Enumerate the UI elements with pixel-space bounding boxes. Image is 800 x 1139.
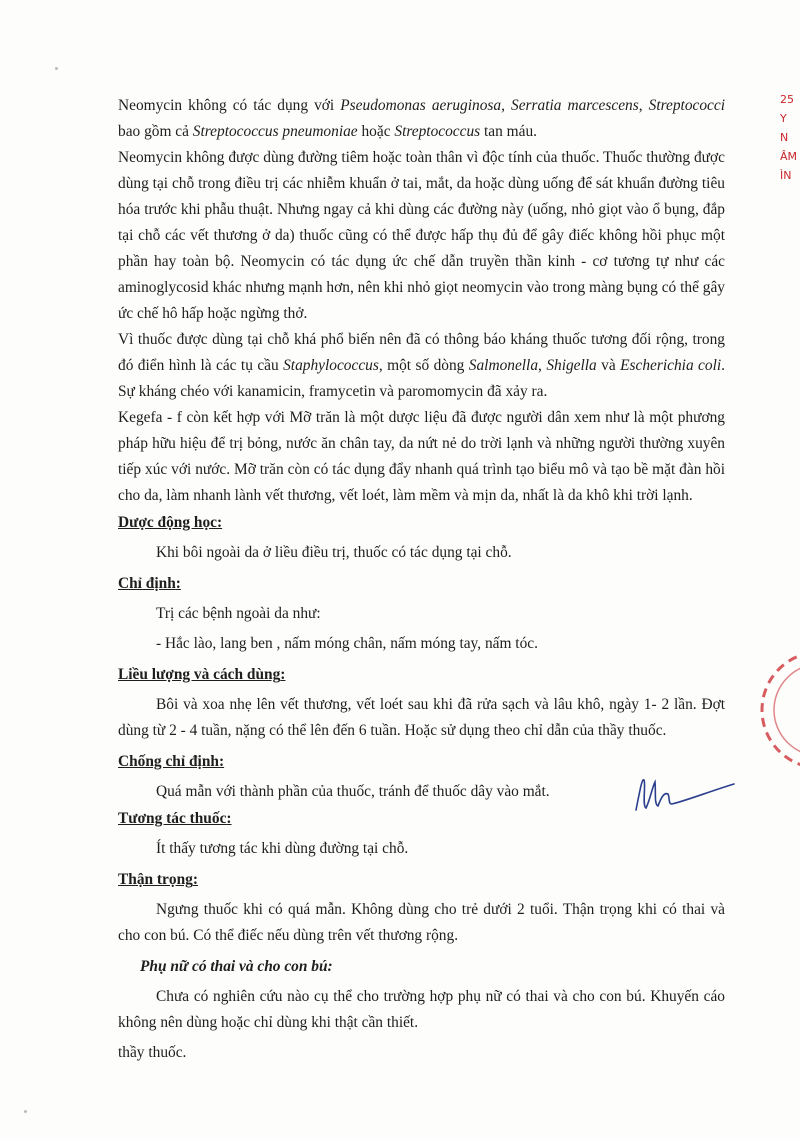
trailing-text: thầy thuốc. [118,1044,187,1061]
stamp-text-5: ÌN [780,169,792,182]
text-run: Vì thuốc được dùng tại chỗ khá phổ biến nên đã có thông báo kháng thuốc tương đối rộng, trong đó điển hình là các tụ cầu [118,331,725,374]
italic-organism: Escherichia coli [620,357,722,374]
heading-label: Thận trọng [118,871,193,888]
heading-label: Chỉ định [118,575,176,592]
scan-speck [55,67,58,70]
heading-colon: : [192,871,198,888]
italic-organism: Streptococci [648,97,725,114]
stamp-text-1: 25 [780,93,794,106]
italic-organism: Staphylococcus [283,357,379,374]
text-run: . Sự kháng chéo với kanamicin, framycetin và paromomycin đã xảy ra. [118,357,725,400]
italic-organism: Serratia marcescens [511,97,639,114]
stamp-text-4: ÂM [780,150,798,163]
heading-colon: : [226,810,232,827]
heading-label: Liều lượng và cách dùng [118,666,281,683]
red-seal-icon [750,640,800,780]
red-stamp-edge [780,90,800,230]
heading-colon: : [218,753,225,770]
indications-list: - Hắc lào, lang ben , nấm móng chân, nấm móng tay, nấm tóc. [156,635,538,652]
text-run: hoặc [357,123,395,140]
paragraph-resistance [118,327,725,405]
stamp-text-3: N [780,131,789,144]
interactions-text: Ít thấy tương tác khi dùng đường tại chỗ. [156,840,409,857]
italic-organism: Streptococcus [394,123,481,140]
heading-label: Dược động học [118,514,217,531]
precautions-text: Ngưng thuốc khi có quá mẫn. Không dùng cho trẻ dưới 2 tuổi. Thận trọng khi có thai và cho con bú. Có thể điếc nếu dùng trên vết thương rộng. [118,901,725,944]
stamp-text-2: Y [780,112,787,125]
heading-precautions [118,866,725,893]
italic-organism: Streptococcus pneumoniae [192,123,358,140]
dosage-text: Bôi và xoa nhẹ lên vết thương, vết loét sau khi đã rửa sạch và lâu khô, ngày 1- 2 lần. Đợt dùng từ 2 - 4 tuần, nặng có thể lên đến 6 tuần. Hoặc sử dụng theo chỉ dẫn của thầy thuốc. [118,696,725,739]
text-run: tan máu. [480,123,537,140]
italic-organism: Pseudomonas aeruginosa [340,97,502,114]
text-run: , [638,97,649,114]
heading-colon: : [175,575,181,592]
heading-dosage [118,661,725,688]
paragraph-python-fat: Kegefa - f còn kết hợp với Mỡ trăn là một dược liệu đã được người dân xem như là một phương pháp hữu hiệu để trị bỏng, nước ăn chân tay, da nứt nẻ do trời lạnh và những người thường xuyên tiếp xúc với nước. Mỡ trăn còn có tác dụng đẩy nhanh quá trình tạo biểu mô và tạo bề mặt đàn hồi cho da, làm nhanh lành vết thương, vết loét, làm mềm và mịn da, nhất là da khô khi trời lạnh. [118,409,725,504]
text-run: Neomycin không có tác dụng với [118,97,341,114]
heading-colon: : [217,514,223,531]
heading-contraindications [118,748,725,775]
contraindications-text: Quá mẫn với thành phần của thuốc, tránh để thuốc dây vào mắt. [156,783,550,800]
heading-label: Tương tác thuốc [118,810,227,827]
heading-colon: : [280,666,286,683]
text-run: , một số dòng [378,357,469,374]
text-run: và [596,357,621,374]
italic-organism: Shigella [546,357,597,374]
heading-indications [118,570,725,597]
text-run: , [538,357,547,374]
paragraph-neomycin-toxicity: Neomycin không được dùng đường tiêm hoặc toàn thân vì độc tính của thuốc. Thuốc thường được dùng tại chỗ trong điều trị các nhiễm khuẩn ở tai, mắt, da hoặc dùng uống để sát khuẩn đường tiêu hóa trước khi phẫu thuật. Nhưng ngay cả khi dùng các đường này (uống, nhỏ giọt vào ổ bụng, đắp tại chỗ các vết thương ở da) thuốc cũng có thể được hấp thụ đủ để gây điếc không hồi phục một phần hay toàn bộ. Neomycin có tác dụng ức chế dẫn truyền thần kinh - cơ tương tự như các aminoglycosid khác nhưng mạnh hơn, nên khi nhỏ giọt neomycin vào trong màng bụng có thể gây ức chế hô hấp hoặc ngừng thở. [118,149,725,322]
heading-pregnancy: Phụ nữ có thai và cho con bú: [140,958,333,975]
italic-organism: Salmonella [468,357,539,374]
document-body [118,93,725,1066]
pharmacokinetics-text: Khi bôi ngoài da ở liều điều trị, thuốc có tác dụng tại chỗ. [156,544,512,561]
heading-interactions [118,805,725,832]
heading-label: Chống chỉ định [118,753,219,770]
heading-pharmacokinetics [118,509,725,536]
pregnancy-text: Chưa có nghiên cứu nào cụ thể cho trường hợp phụ nữ có thai và cho con bú. Khuyến cáo không nên dùng hoặc chỉ dùng khi thật cần thiết. [118,988,725,1031]
text-run: , [501,97,511,114]
indications-text: Trị các bệnh ngoài da như: [156,605,321,622]
paragraph-neomycin-spectrum [118,93,725,145]
scan-speck [24,1110,27,1113]
text-run: bao gồm cả [118,123,193,140]
